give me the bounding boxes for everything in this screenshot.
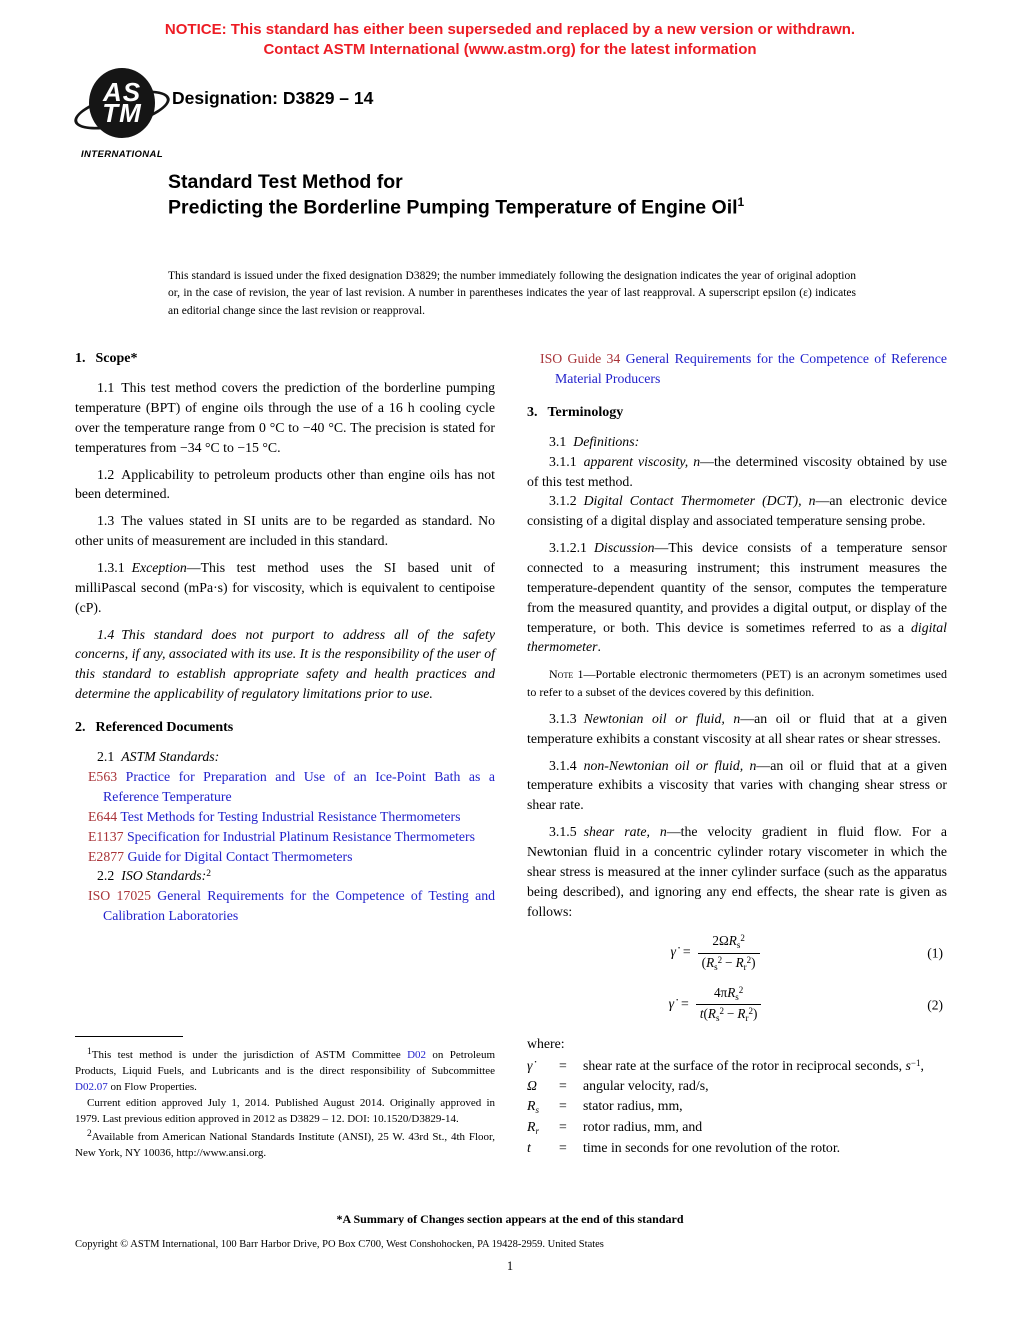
- standard-code-link[interactable]: ISO: [88, 888, 111, 904]
- footnote-1-text: on Flow Properties.: [107, 1080, 197, 1093]
- paragraph-number: 3.1.1: [549, 453, 577, 469]
- paragraph-3-1-4: [527, 756, 947, 816]
- where-row-rotor-radius: [527, 1117, 947, 1138]
- coefficient: 4π: [713, 984, 728, 1000]
- paragraph-text: This test method covers the prediction of the borderline pumping temperature (BPT) of engine oils through the use of a 16 h cooling cycle over the temperature range from 0 °C to −40 °C. The precision is stated for temperatures from −34 °C to −15 °C.: [75, 380, 495, 455]
- paragraph-text: —an oil or fluid that at a given temperature exhibits a viscosity that varies with changing shear stress or shear rate.: [527, 757, 947, 813]
- paragraph-text: —This test method uses the SI based unit of milliPascal second (mPa·s) for viscosity, which is equivalent to centipoise (cP).: [75, 560, 495, 615]
- designation-label: Designation:: [172, 88, 278, 108]
- paragraph-number: 1.4: [97, 626, 115, 642]
- paragraph-3-1-2-1: [527, 538, 947, 657]
- paragraph-text-tail: .: [597, 639, 601, 655]
- subscript-r: r: [745, 1013, 749, 1024]
- paragraph-text: —an electronic device consisting of a digital display and associated temperature sensing probe.: [527, 493, 948, 529]
- footnote-2-mark[interactable]: 2: [206, 869, 211, 880]
- title-line2: Predicting the Borderline Pumping Temperature of Engine Oil: [168, 196, 738, 219]
- superscript-minus-1: −1: [910, 1058, 921, 1069]
- paragraph-text: The values stated in SI units are to be regarded as standard. No other units of measurement are included in this standard.: [75, 513, 495, 549]
- paragraph-3-1-1: [527, 452, 947, 492]
- discussion-term: Discussion: [593, 540, 655, 556]
- paragraph-1-2: [75, 465, 495, 505]
- paragraph-number: 1.3.1: [97, 560, 125, 576]
- astm-monogram: [89, 68, 155, 138]
- stator-radius-symbol: R: [707, 1006, 716, 1022]
- equals-sign: =: [559, 1058, 567, 1074]
- paragraph-2-2: [75, 866, 495, 886]
- note-1: [527, 666, 947, 701]
- astm-monogram-top: AS: [102, 76, 142, 107]
- symbol-subscript: s: [535, 1105, 539, 1116]
- fraction: [696, 985, 762, 1025]
- stator-radius-symbol: R: [728, 933, 737, 949]
- paragraph-3-1: [527, 432, 947, 452]
- paragraph-number: 1.2: [97, 466, 115, 482]
- paragraph-3-1-5: [527, 822, 947, 921]
- fraction-numerator: [698, 933, 760, 953]
- paragraph-number: 3.1.5: [549, 824, 577, 840]
- subscript-s: s: [715, 1013, 720, 1024]
- fraction-denominator: [698, 954, 760, 973]
- where-row-time: [527, 1138, 947, 1158]
- defined-term: Newtonian oil or fluid, n: [583, 710, 741, 726]
- reference-e2877: [75, 847, 495, 867]
- reference-e644: [75, 807, 495, 827]
- paragraph-1-3-1: [75, 558, 495, 618]
- section-1-label: Scope*: [95, 351, 138, 366]
- iso-standards-label: ISO Standards:: [121, 868, 207, 884]
- equals-sign: =: [559, 1098, 567, 1114]
- reference-iso-17025: [75, 886, 495, 926]
- equals-sign: =: [681, 995, 689, 1011]
- note-label: Note 1: [549, 667, 584, 682]
- equation-2-number: (2): [927, 996, 943, 1012]
- where-row-stator-radius: [527, 1096, 947, 1117]
- definition-tail: ,: [920, 1058, 924, 1074]
- section-2-label: Referenced Documents: [95, 720, 234, 736]
- issued-statement: This standard is issued under the fixed designation D3829; the number immediately following the designation indicates the year of original adoption or, in the case of revision, the year of last revision. A number in parentheses indicates the year of last reapproval. A superscript epsilon (ε) indicates an editorial change since the last revision or reapproval.: [168, 270, 856, 317]
- footnote-2: [75, 1128, 495, 1162]
- paragraph-text: —This device consists of a temperature sensor connected to a measuring instrument; this instrument measures the temperature-dependent quantity of the sensor, computes the temperature from the measured quantity, and provides a digital output, or display of the temperature, or both. This device is sometimes referred to as a: [527, 540, 947, 635]
- time-symbol: t: [699, 1006, 704, 1022]
- designation-line: [172, 88, 373, 109]
- definitions-label: Definitions:: [573, 433, 640, 449]
- section-2-number: 2.: [75, 720, 86, 736]
- note-text: —Portable electronic thermometers (PET) is an acronym sometimes used to refer to a subset of the devices covered by this definition.: [527, 667, 947, 699]
- paragraph-number: 3.1.3: [549, 710, 577, 726]
- standard-code-link[interactable]: E644: [88, 808, 118, 824]
- superscript-2: 2: [719, 1006, 724, 1017]
- reference-iso-guide-34: [527, 349, 947, 389]
- astm-standards-label: ASTM Standards:: [121, 749, 220, 765]
- definition-text: stator radius, mm,: [583, 1098, 683, 1114]
- exception-term: Exception: [131, 560, 187, 576]
- defined-term: Digital Contact Thermometer (DCT), n: [583, 493, 816, 509]
- paragraph-text: —the determined viscosity obtained by use of this test method.: [527, 453, 947, 489]
- reference-e563: [75, 767, 495, 807]
- paragraph-number: 3.1.2: [549, 493, 577, 509]
- standard-title-link[interactable]: Specification for Industrial Platinum Resistance Thermometers: [126, 828, 475, 844]
- symbol-main: R: [527, 1118, 536, 1134]
- omega-symbol: Ω: [527, 1078, 537, 1094]
- digital-thermometer-term: digital thermometer: [527, 619, 947, 655]
- where-row-gamma: [527, 1056, 947, 1076]
- footnote-1-marker: 1: [87, 1047, 92, 1057]
- summary-of-changes-note: *A Summary of Changes section appears at the end of this standard: [336, 1212, 684, 1226]
- minus-sign: −: [726, 1006, 735, 1022]
- paragraph-3-1-2: [527, 491, 947, 531]
- rotor-radius-symbol: [527, 1117, 559, 1138]
- definition-pre: shear rate at the surface of the rotor in reciprocal seconds,: [583, 1058, 906, 1074]
- paragraph-1-1: [75, 378, 495, 457]
- definition-text: time in seconds for one revolution of the rotor.: [583, 1139, 841, 1155]
- footnotes-block: [75, 1036, 495, 1162]
- superscript-2: 2: [746, 954, 752, 965]
- committee-d02-link[interactable]: D02: [407, 1049, 427, 1061]
- standard-code-link[interactable]: E1137: [88, 828, 124, 844]
- logo-international-label: INTERNATIONAL: [80, 149, 164, 160]
- footnote-2-marker: 2: [87, 1128, 92, 1139]
- standard-title-link[interactable]: Test Methods for Testing Industrial Resistance Thermometers: [120, 808, 461, 824]
- stator-radius-symbol: [527, 1096, 559, 1117]
- section-1-number: 1.: [75, 351, 86, 366]
- footnote-edition: Current edition approved July 1, 2014. Published August 2014. Originally approved in 1979. Last previous edition approved in 2012 as D3829 – 12. DOI: 10.1520/D3829-14.: [75, 1096, 495, 1125]
- reference-e1137: [75, 827, 495, 847]
- designation-code: D3829 – 14: [282, 88, 374, 108]
- equation-1-number: (1): [927, 945, 943, 961]
- paragraph-2-1: [75, 747, 495, 767]
- defined-term: apparent viscosity, n: [583, 453, 701, 469]
- paragraph-number: 3.1.4: [549, 757, 577, 773]
- seconds-symbol: s: [905, 1058, 911, 1074]
- rotor-radius-symbol: R: [735, 954, 744, 970]
- equals-sign: =: [559, 1139, 567, 1155]
- equation-2: [527, 985, 947, 1025]
- footnote-divider: [75, 1036, 183, 1037]
- paren: ): [751, 954, 756, 970]
- paragraph-number: 3.1.2.1: [549, 540, 587, 556]
- superseded-notice-line1: NOTICE: This standard has either been superseded and replaced by a new version or withdrawn.: [164, 21, 856, 38]
- paragraph-text: This standard does not purport to address all of the safety concerns, if any, associated with its use. It is the responsibility of the user of this standard to establish appropriate safety and health practices and determine the applicability of regulatory limitations prior to use.: [75, 626, 495, 702]
- where-label: where:: [527, 1036, 565, 1052]
- standard-code-link[interactable]: E563: [88, 769, 118, 785]
- fraction-denominator: [696, 1005, 762, 1024]
- equation-1: [527, 933, 947, 973]
- paragraph-1-4: [75, 625, 495, 704]
- coefficient: 2Ω: [712, 933, 729, 949]
- section-2-heading: [75, 718, 495, 738]
- page-number: 1: [506, 1259, 514, 1273]
- symbol-subscript: r: [535, 1125, 539, 1136]
- standard-code-link[interactable]: 17025: [116, 888, 152, 904]
- astm-globe-icon: [79, 68, 165, 148]
- equals-sign: =: [559, 1078, 567, 1094]
- rotor-radius-symbol: R: [737, 1006, 746, 1022]
- definition-text: angular velocity, rad/s,: [583, 1078, 709, 1094]
- paragraph-number: 2.1: [97, 749, 115, 765]
- subscript-r: r: [743, 961, 747, 972]
- gamma-dot-symbol: γ̇: [670, 944, 676, 960]
- equals-sign: =: [682, 944, 691, 960]
- paragraph-3-1-3: [527, 709, 947, 749]
- paren: ): [752, 1006, 758, 1022]
- fraction: [698, 933, 760, 973]
- title-line1: Standard Test Method for: [168, 171, 403, 193]
- paragraph-1-3: [75, 511, 495, 551]
- gamma-dot-symbol: γ̇: [668, 995, 675, 1011]
- superscript-2: 2: [748, 1006, 753, 1017]
- paragraph-number: 2.2: [97, 868, 115, 884]
- time-symbol: t: [527, 1139, 531, 1155]
- page-title: [168, 170, 830, 221]
- copyright-line: Copyright © ASTM International, 100 Barr Harbor Drive, PO Box C700, West Conshohocken, PA 19428-2959. United States: [75, 1239, 604, 1250]
- definition-text: rotor radius, mm, and: [583, 1118, 703, 1134]
- subscript-s: s: [714, 961, 718, 972]
- footnote-1-text: This test method is under the jurisdiction of ASTM Committee: [91, 1049, 408, 1061]
- paragraph-text: Applicability to petroleum products other than engine oils has not been determined.: [75, 466, 495, 502]
- superseded-notice-line2: Contact ASTM International (www.astm.org) for the latest information: [263, 40, 757, 58]
- standard-title-link[interactable]: General Requirements for the Competence of Reference Material Producers: [555, 351, 947, 386]
- subcommittee-d02-07-link[interactable]: D02.07: [75, 1080, 108, 1093]
- minus-sign: −: [725, 954, 733, 970]
- subscript-s: s: [735, 991, 739, 1002]
- astm-logo: [70, 68, 174, 160]
- standard-title-link[interactable]: Guide for Digital Contact Thermometers: [127, 848, 353, 864]
- section-1-heading: [75, 349, 495, 369]
- standard-code-link[interactable]: E2877: [88, 848, 125, 864]
- subscript-s: s: [736, 940, 741, 951]
- paren: (: [703, 1006, 708, 1022]
- superseded-notice: [0, 20, 1020, 59]
- where-row-omega: [527, 1076, 947, 1096]
- defined-term: shear rate, n: [583, 824, 667, 840]
- standard-title-link[interactable]: Practice for Preparation and Use of an Ice-Point Bath as a Reference Temperature: [103, 769, 495, 804]
- standard-code-link[interactable]: ISO Guide 34: [540, 351, 621, 366]
- section-3-number: 3.: [527, 404, 538, 420]
- footnote-1: [75, 1046, 495, 1096]
- stator-radius-symbol: R: [727, 984, 736, 1000]
- superscript-2: 2: [740, 933, 745, 944]
- equals-sign: =: [559, 1118, 567, 1134]
- paragraph-number: 3.1: [549, 433, 567, 449]
- astm-monogram-bottom: TM: [102, 98, 142, 128]
- footnote-2-text: Available from American National Standards Institute (ANSI), 25 W. 43rd St., 4th Floor, New York, NY 10036, http://www.ansi.org.: [75, 1130, 495, 1159]
- standard-title-link[interactable]: General Requirements for the Competence of Testing and Calibration Laboratories: [103, 888, 496, 924]
- superscript-2: 2: [738, 984, 744, 995]
- right-column: [527, 349, 947, 1158]
- paragraph-number: 1.1: [97, 380, 115, 396]
- paren: (: [701, 954, 707, 970]
- symbol-main: R: [527, 1098, 536, 1114]
- paragraph-number: 1.3: [97, 513, 115, 529]
- paragraph-text: —the velocity gradient in fluid flow. For a Newtonian fluid in a concentric cylinder rotary viscometer in which the shear stress is measured at the inner cylinder surface (such as the apparatus being described), and ignoring any end effects, the shear rate is given as follows:: [527, 824, 947, 919]
- definition-text: [583, 1056, 947, 1076]
- paragraph-text: —an oil or fluid that at a given temperature exhibits a constant viscosity at all shear rates or shear stresses.: [527, 710, 947, 746]
- defined-term: non-Newtonian oil or fluid, n: [583, 757, 757, 773]
- footnote-1-text: on Petroleum Products, Liquid Fuels, and Lubricants and is the direct responsibility of Subcommittee: [75, 1049, 495, 1077]
- stator-radius-symbol: R: [706, 954, 715, 970]
- gamma-dot-symbol: γ̇: [527, 1058, 533, 1074]
- section-3-label: Terminology: [547, 404, 624, 420]
- fraction-numerator: [696, 985, 762, 1005]
- superscript-2: 2: [717, 954, 723, 965]
- title-footnote-mark[interactable]: 1: [737, 195, 745, 210]
- section-3-heading: [527, 403, 947, 423]
